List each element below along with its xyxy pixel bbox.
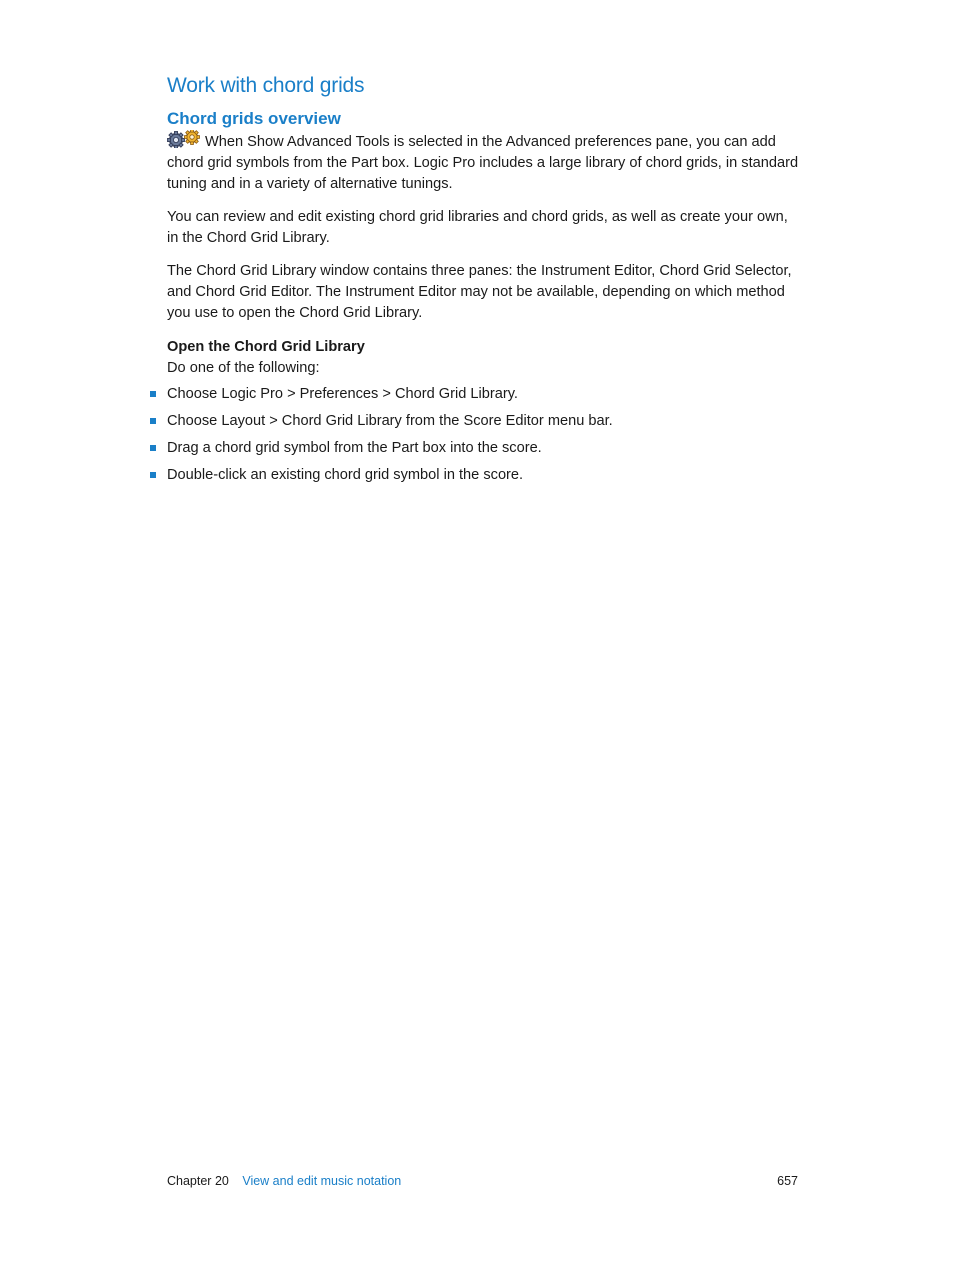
intro-text: When Show Advanced Tools is selected in the Advanced preferences pane, you can add chord grid symbols from the Part box. Logic Pro includes a large library of chord grids, in standard tuning and in a variety of alternative tunings. — [167, 134, 799, 192]
bullet-icon — [150, 445, 156, 451]
page-number: 657 — [777, 1174, 798, 1188]
body-paragraph: The Chord Grid Library window contains three panes: the Instrument Editor, Chord Grid Selector, and Chord Grid Editor. The Instrument Editor may not be available, depending on which method you use to open the Chord Grid Library. — [167, 263, 792, 321]
list-item — [167, 438, 799, 459]
list-item-text: Choose Layout > Chord Grid Library from the Score Editor menu bar. — [167, 413, 613, 429]
section-title: Work with chord grids — [167, 74, 365, 97]
page-footer — [167, 1172, 799, 1190]
list-item — [167, 384, 799, 405]
advanced-tools-gears-icon — [167, 130, 203, 148]
list-item-text: Double-click an existing chord grid symbol in the score. — [167, 467, 524, 483]
body-paragraph: You can review and edit existing chord grid libraries and chord grids, as well as create your own, in the Chord Grid Library. — [167, 209, 788, 246]
list-item-text: Drag a chord grid symbol from the Part box into the score. — [167, 440, 542, 456]
bullet-icon — [150, 391, 156, 397]
subsection-title: Chord grids overview — [167, 109, 341, 128]
footer-chapter: Chapter 20 — [167, 1174, 229, 1188]
bullet-icon — [150, 472, 156, 478]
task-lead: Do one of the following: — [167, 360, 320, 376]
list-item-text: Choose Logic Pro > Preferences > Chord Grid Library. — [167, 386, 518, 402]
footer-chapter-link[interactable]: View and edit music notation — [242, 1174, 402, 1188]
list-item — [167, 411, 799, 432]
page-content — [167, 70, 799, 492]
list-item — [167, 465, 799, 486]
task-list — [167, 384, 799, 486]
task-title: Open the Chord Grid Library — [167, 339, 365, 355]
bullet-icon — [150, 418, 156, 424]
intro-paragraph — [167, 130, 799, 195]
